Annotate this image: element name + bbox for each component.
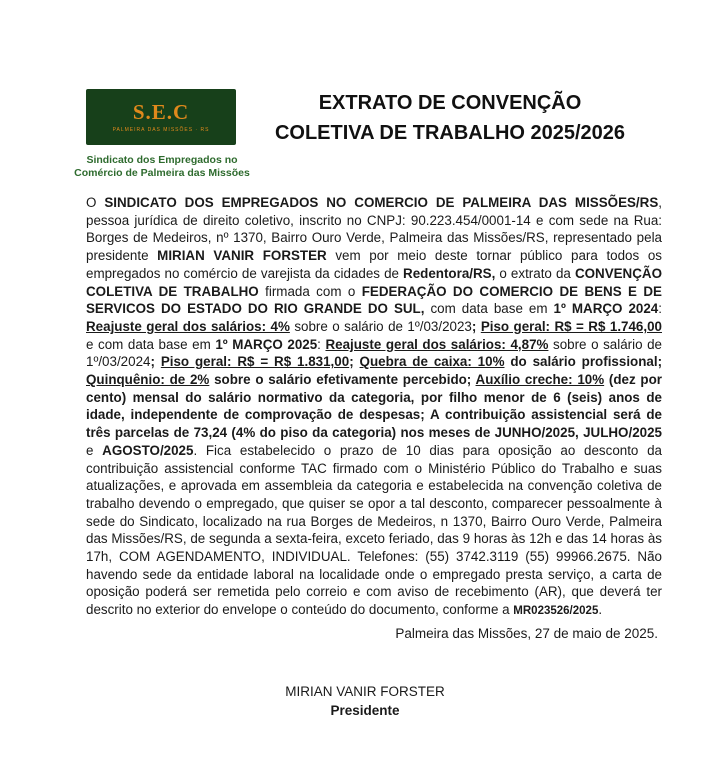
body-bold: 1º MARÇO 2024 bbox=[553, 301, 659, 317]
signature-name: MIRIAN VANIR FORSTER bbox=[285, 684, 445, 699]
body-bold: CONVENÇÃO COLETIVA DE TRABALHO bbox=[86, 265, 662, 299]
body-bold: FEDERAÇÃO DO COMERCIO DE BENS E DE SERVICOS DO ESTADO DO RIO GRANDE DO SUL, bbox=[86, 283, 662, 317]
body-text: . Fica estabelecido o prazo de 10 dias para oposição ao desconto da contribuição assistencial conforme TAC firmado com o Ministério Público do Trabalho e suas atualizações, e aprovada em assembleia da categoria e estabelecida na convenção coletiva de trabalho devendo o empregado, que quiser se opor a tal desconto, comparecer pessoalmente à sede do Sindicato, localizado na rua Borges de Medeiros, n 1370, Bairro Ouro Verde, Palmeira das Missões/RS, de segunda a sexta-feira, exceto feriado, das 9 horas às 12h e das 14 horas às 17h, COM AGENDAMENTO, INDIVIDUAL. Telefones: (55) 3742.3119 (55) 99966.2675. Não havendo sede da entidade laboral na localidade onde o empregado presta serviço, a carta de oposição poderá ser remetida pelo correio e com aviso de recebimento (AR), que deverá ter descrito no exterior do envelope o conteúdo do documento, conforme a bbox=[86, 442, 662, 618]
title-line1: EXTRATO DE CONVENÇÃO bbox=[318, 92, 582, 114]
body-text: O bbox=[86, 195, 105, 210]
body-text: e com data base em bbox=[86, 336, 216, 352]
body-bold: ; bbox=[349, 354, 360, 370]
document-title bbox=[250, 88, 650, 148]
body-text: : bbox=[317, 336, 326, 352]
body-text: : bbox=[658, 301, 662, 317]
logo-tagline: PALMEIRA DAS MISSÕES · RS bbox=[112, 127, 210, 133]
body-text: firmada com o bbox=[258, 283, 362, 299]
body-bold: 1º MARÇO 2025 bbox=[215, 336, 318, 352]
clause-underlined: Quinquênio: de 2% bbox=[86, 372, 210, 388]
logo-caption bbox=[60, 154, 264, 180]
body-bold: ; bbox=[471, 318, 481, 334]
logo-brand: S.E.C bbox=[132, 100, 190, 124]
body-text: . bbox=[598, 602, 603, 618]
body-bold: ; bbox=[150, 354, 161, 370]
body-bold: do salário profissional; bbox=[504, 354, 663, 370]
clause-underlined: Reajuste geral dos salários: 4,87% bbox=[325, 336, 549, 352]
body-text: com data base em bbox=[424, 301, 554, 317]
body-text: vem por meio deste tornar público para todos os empregados no comércio de varejista da cidades de bbox=[86, 248, 662, 281]
body-text: sobre o salário de 1º/03/2024 bbox=[86, 336, 663, 370]
place-date: Palmeira das Missões, 27 de maio de 2025. bbox=[395, 626, 658, 641]
president-name: MIRIAN VANIR FORSTER bbox=[157, 248, 327, 264]
clause-underlined: Piso geral: R$ = R$ 1.831,00 bbox=[160, 354, 350, 370]
title-line2: COLETIVA DE TRABALHO 2025/2026 bbox=[274, 122, 626, 144]
logo-caption-line1: Sindicato dos Empregados no bbox=[86, 154, 238, 166]
body-bold: sobre o salário efetivamente percebido; bbox=[209, 372, 476, 388]
body-text: o extrato da bbox=[495, 265, 575, 281]
clause-underlined: Piso geral: R$ = R$ 1.746,00 bbox=[480, 318, 662, 334]
clause-underlined: Quebra de caixa: 10% bbox=[359, 354, 505, 370]
body-bold: (dez por cento) mensal do salário normativo da categoria, por filho menor de 6 (seis) anos de idade, independente de comprovação de despesas; A contribuição assistencial será de três parcelas de 73,24 (4% do piso da categoria) nos meses de JUNHO/2025, JULHO/2025 bbox=[86, 372, 662, 441]
body-text: e bbox=[86, 442, 103, 458]
body-text: , pessoa jurídica de direito coletivo, inscrito no CNPJ: 90.223.454/0001-14 e com sede na Rua: Borges de Medeiros, nº 1370, Bairro Ouro Verde, Palmeira das Missões/RS, representado pela presidente bbox=[86, 195, 662, 264]
city-name: Redentora/RS, bbox=[403, 265, 496, 281]
clause-underlined: Reajuste geral dos salários: 4% bbox=[86, 318, 290, 334]
body-bold: AGOSTO/2025 bbox=[102, 442, 194, 458]
signature-role: Presidente bbox=[330, 703, 400, 718]
body-bold: SINDICATO DOS EMPREGADOS NO COMERCIO DE PALMEIRA DAS MISSÕES/RS bbox=[104, 195, 659, 210]
clause-underlined: Auxílio creche: 10% bbox=[475, 372, 605, 388]
body-text: sobre o salário de 1º/03/2023 bbox=[289, 318, 472, 334]
sec-logo bbox=[86, 89, 236, 145]
mr-reference: MR023526/2025 bbox=[513, 605, 599, 618]
logo-caption-line2: Comércio de Palmeira das Missões bbox=[74, 167, 250, 179]
document-body bbox=[86, 194, 662, 621]
